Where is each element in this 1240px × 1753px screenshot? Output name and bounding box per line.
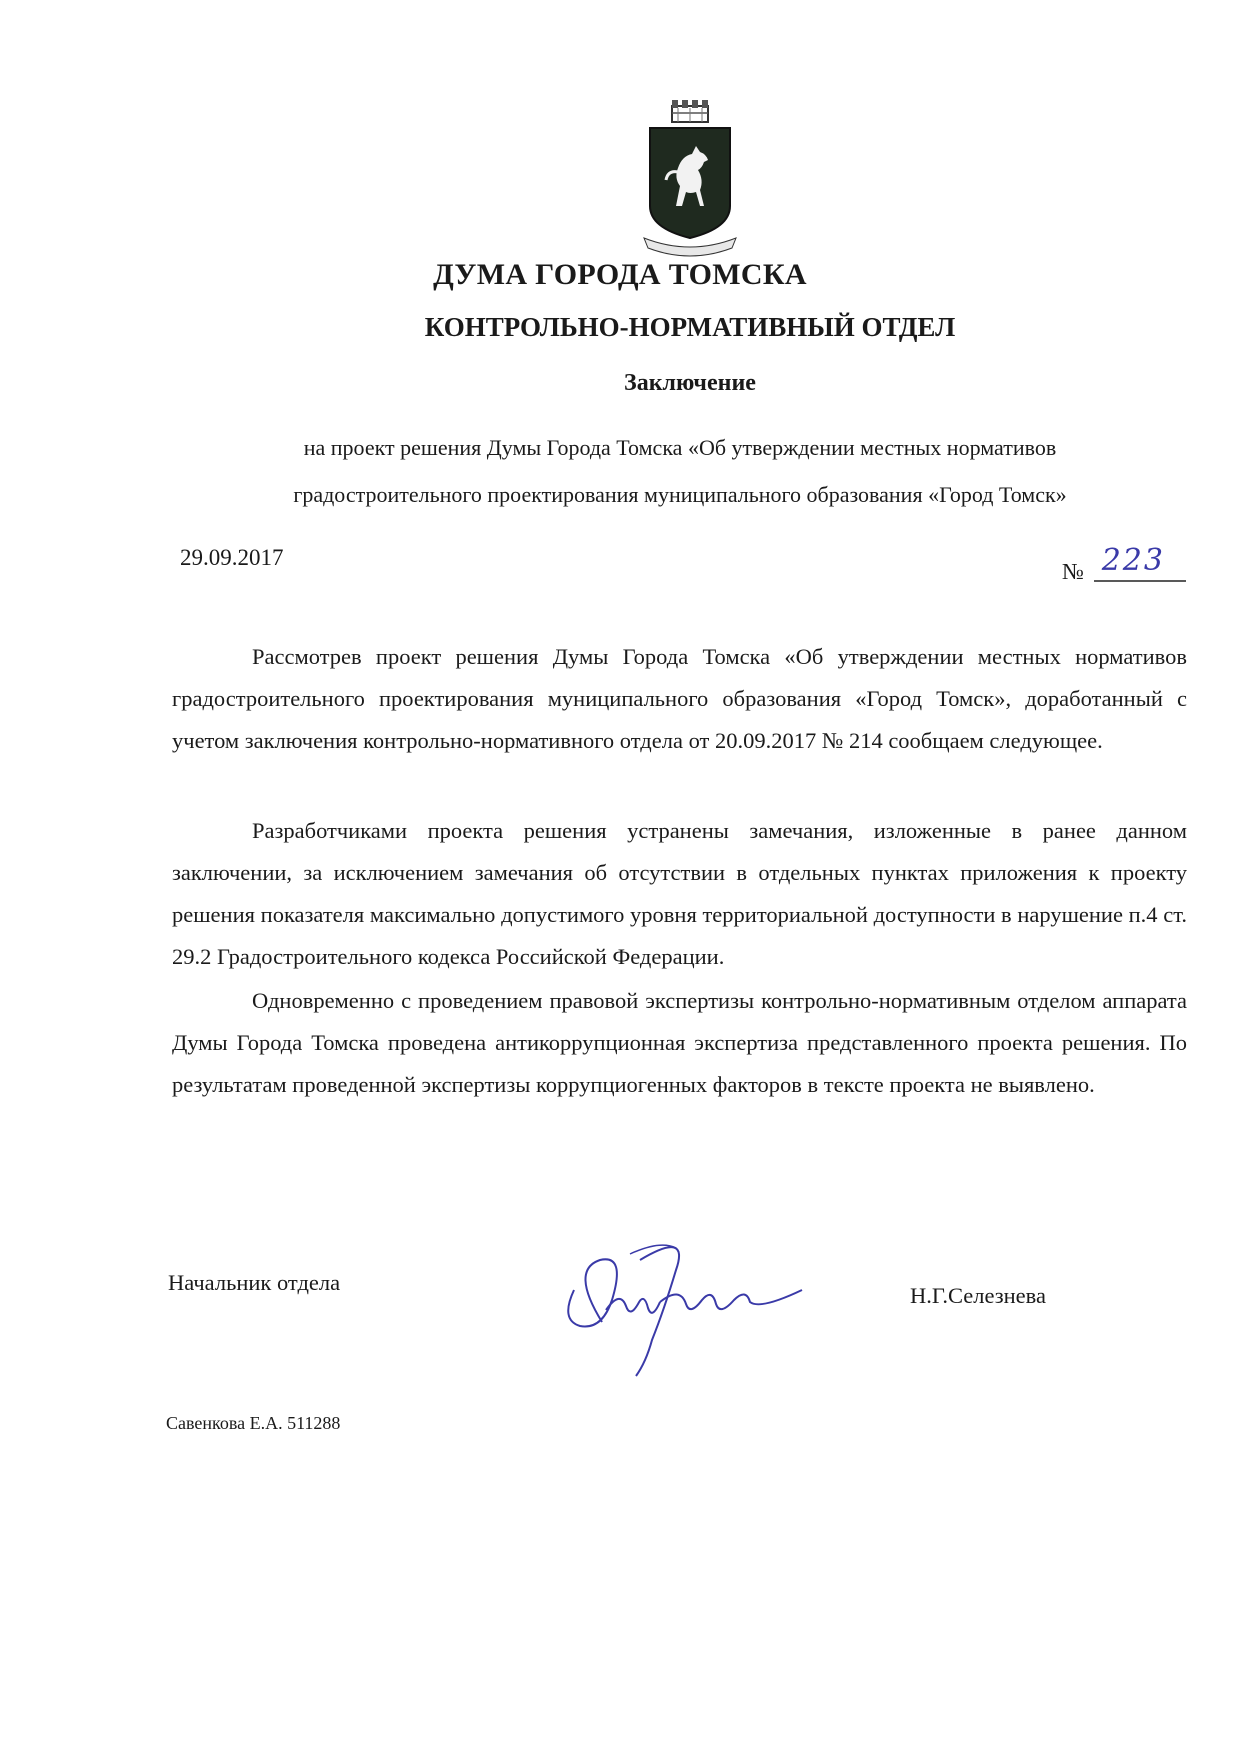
subject-line-1: на проект решения Думы Города Томска «Об утверждении местных нормативов bbox=[303, 435, 1057, 460]
organization-title: ДУМА ГОРОДА ТОМСКА bbox=[433, 258, 807, 291]
document-subject bbox=[230, 424, 1130, 518]
body-paragraph-1: Рассмотрев проект решения Думы Города Томска «Об утверждении местных нормативов градостроительного проектирования муниципального образования «Город Томск», доработанный с учетом заключения контрольно-нормативного отдела от 20.09.2017 № 214 сообщаем следующее. bbox=[172, 644, 1187, 753]
signer-position: Начальник отдела bbox=[168, 1270, 341, 1295]
number-value: 223 bbox=[1101, 543, 1165, 578]
document-type: Заключение bbox=[624, 370, 756, 396]
body-paragraph-3: Одновременно с проведением правовой экспертизы контрольно-нормативным отделом аппарата Думы Города Томска проведена антикоррупционная экспертиза представленного проекта решения. По результатам проведенной экспертизы коррупциогенных факторов в тексте проекта не выявлено. bbox=[172, 988, 1187, 1097]
body-paragraph-2: Разработчиками проекта решения устранены замечания, изложенные в ранее данном заключении, за исключением замечания об отсутствии в отдельных пунктах приложения к проекту решения показателя максимально допустимого уровня территориальной доступности в нарушение п.4 ст. 29.2 Градостроительного кодекса Российской Федерации. bbox=[172, 818, 1187, 969]
tomsk-coat-of-arms-icon bbox=[642, 98, 738, 258]
subject-line-2: градостроительного проектирования муниципального образования «Город Томск» bbox=[293, 482, 1067, 507]
signer-name: Н.Г.Селезнева bbox=[910, 1283, 1046, 1308]
handwritten-number bbox=[1090, 543, 1190, 585]
executor-info: Савенкова Е.А. 511288 bbox=[166, 1413, 341, 1433]
department-title: КОНТРОЛЬНО-НОРМАТИВНЫЙ ОТДЕЛ bbox=[424, 312, 956, 342]
document-number bbox=[1062, 543, 1190, 585]
document-date: 29.09.2017 bbox=[180, 545, 284, 570]
handwritten-signature bbox=[540, 1230, 810, 1380]
number-label: № bbox=[1062, 559, 1084, 584]
